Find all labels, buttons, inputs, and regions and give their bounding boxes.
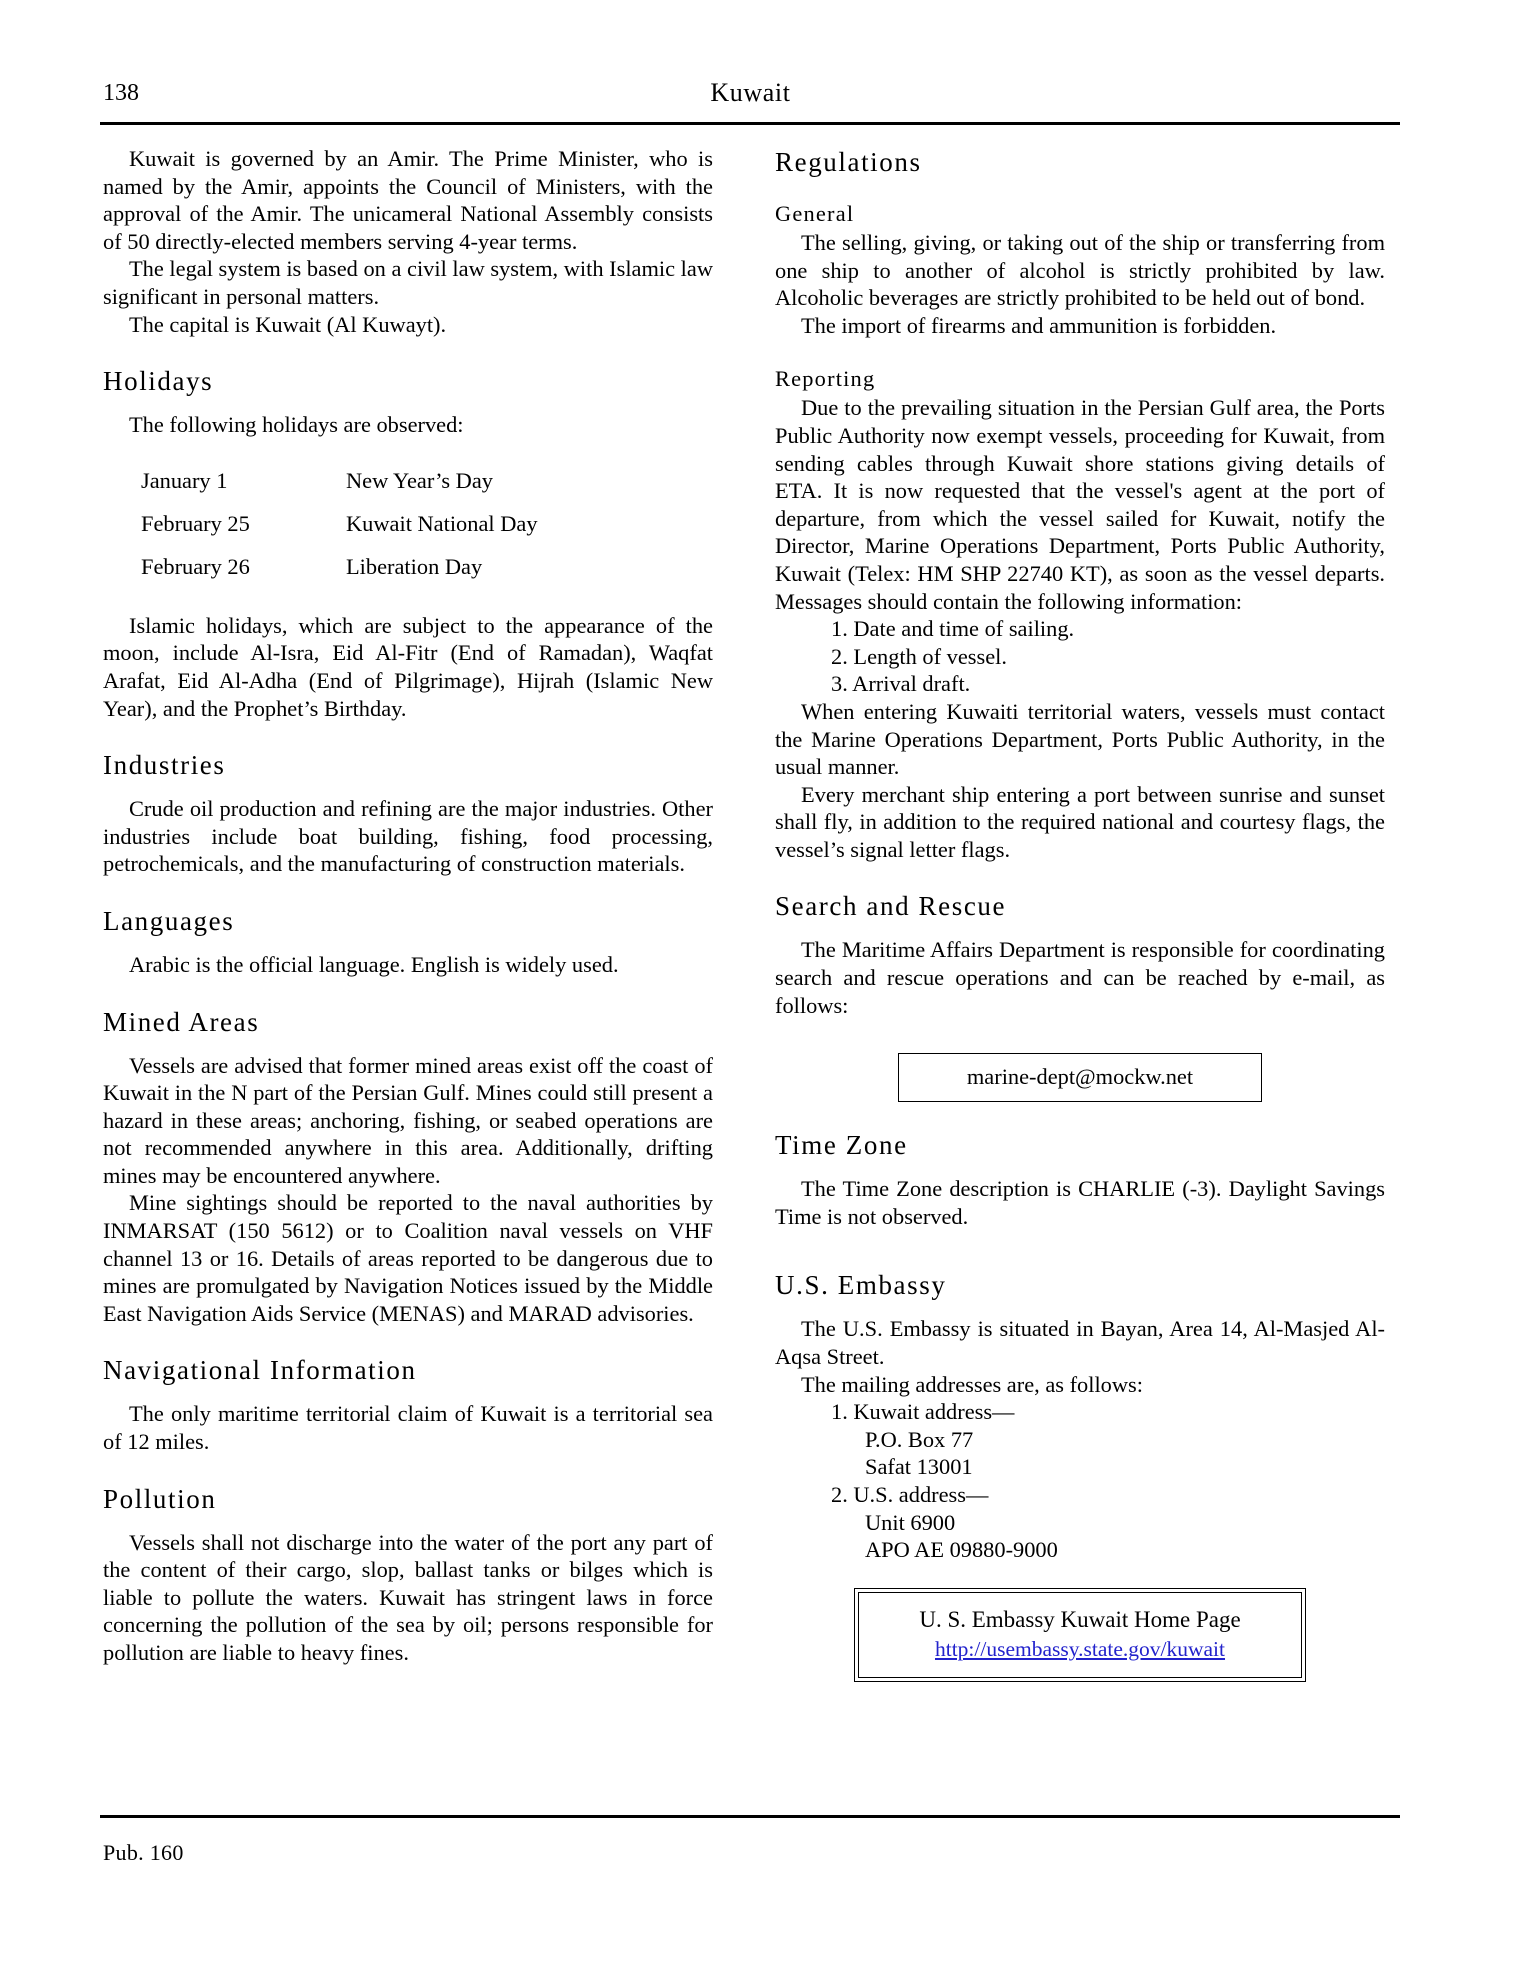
page-title: Kuwait — [710, 78, 791, 107]
embassy-address-list — [775, 1481, 1385, 1509]
paragraph-industries: Crude oil production and refining are the major industries. Other industries include boat building, fishing, food processing, petrochemicals, and the manufacturing of construction materials. — [103, 796, 713, 877]
publication-footer: Pub. 160 — [103, 1840, 184, 1865]
section-heading-search-and-rescue: Search and Rescue — [775, 891, 1007, 922]
holiday-name: New Year’s Day — [346, 467, 493, 493]
holiday-date: February 26 — [141, 553, 250, 579]
paragraph-mailing-addresses-intro: The mailing addresses are, as follows: — [801, 1371, 1143, 1397]
table-row — [103, 504, 713, 547]
email-address-box — [898, 1053, 1262, 1102]
paragraph-capital: The capital is Kuwait (Al Kuwayt). — [129, 311, 447, 337]
page-number: 138 — [103, 80, 139, 106]
paragraph-legal-system: The legal system is based on a civil law system, with Islamic law significant in personal matters. — [103, 256, 713, 309]
list-item: 2. U.S. address— — [831, 1482, 989, 1507]
paragraph-navigational-information: The only maritime territorial claim of Kuwait is a territorial sea of 12 miles. — [103, 1401, 713, 1455]
embassy-home-page-link[interactable]: http://usembassy.state.gov/kuwait — [934, 1636, 1226, 1661]
paragraph-territorial-waters-contact: When entering Kuwaiti territorial waters, vessels must contact the Marine Operations Department, Ports Public Authority, in the usual manner. — [775, 698, 1385, 780]
address-line: Unit 6900 — [865, 1509, 956, 1535]
spacer — [103, 590, 713, 612]
spacer — [775, 339, 1385, 352]
holidays-table — [103, 461, 713, 590]
paragraph-languages: Arabic is the official language. English is widely used. — [129, 951, 619, 977]
embassy-home-page-title: U. S. Embassy Kuwait Home Page — [919, 1606, 1241, 1632]
holiday-date: January 1 — [141, 467, 228, 493]
paragraph-reporting: Due to the prevailing situation in the Persian Gulf area, the Ports Public Authority now exempt vessels, proceeding for Kuwait, from sending cables through Kuwait shore stations giving details of ETA. It is now requested that the vessel's agent at the port of departure, from which the vessel sailed for Kuwait, notify the Director, Marine Operations Department, Ports Public Authority, Kuwait (Telex: HM SHP 22740 KT), as soon as the vessel departs. Messages should contain the following information: — [775, 395, 1385, 614]
holiday-name: Kuwait National Day — [346, 510, 538, 536]
section-heading-navigational-information: Navigational Information — [103, 1355, 417, 1386]
section-heading-regulations: Regulations — [775, 147, 922, 177]
left-column — [103, 145, 713, 1667]
paragraph-search-and-rescue: The Maritime Affairs Department is responsible for coordinating search and rescue operations and can be reached by e-mail, as follows: — [775, 937, 1385, 1018]
section-heading-languages: Languages — [103, 905, 235, 936]
paragraph-embassy-location: The U.S. Embassy is situated in Bayan, Area 14, Al-Masjed Al-Aqsa Street. — [775, 1316, 1385, 1370]
holiday-name: Liberation Day — [346, 553, 483, 579]
section-heading-holidays: Holidays — [103, 366, 214, 397]
paragraph-time-zone: The Time Zone description is CHARLIE (-3). Daylight Savings Time is not observed. — [775, 1176, 1385, 1229]
paragraph-government: Kuwait is governed by an Amir. The Prime Minister, who is named by the Amir, appoints the Council of Ministers, with the approval of the Amir. The unicameral National Assembly consists of 50 directly-elected members serving 4-year terms. — [103, 146, 713, 254]
right-column — [775, 145, 1385, 1678]
section-heading-us-embassy: U.S. Embassy — [775, 1270, 947, 1301]
marine-department-email: marine-dept@mockw.net — [966, 1064, 1194, 1090]
embassy-address-list — [775, 1398, 1385, 1426]
running-head — [103, 78, 1398, 114]
table-row — [103, 461, 713, 504]
header-rule — [100, 122, 1400, 125]
paragraph-mine-sightings: Mine sightings should be reported to the naval authorities by INMARSAT (150 5612) or to Coalition naval vessels on VHF channel 13 or 16. Details of areas reported to be dangerous due to mines are promulgated by Navigation Notices issued by the Middle East Navigation Aids Service (MENAS) and MARAD advisories. — [103, 1190, 713, 1326]
paragraph-islamic-holidays: Islamic holidays, which are subject to the appearance of the moon, include Al-Isra, Eid Al-Fitr (End of Ramadan), Waqfat Arafat, Eid Al-Adha (End of Pilgrimage), Hijrah (Islamic New Year), and the Prophet’s Birthday. — [103, 612, 713, 721]
embassy-home-page-box — [858, 1592, 1302, 1678]
reporting-message-contents-list — [775, 615, 1385, 698]
subsection-heading-reporting: Reporting — [775, 366, 876, 392]
paragraph-merchant-ship-flags: Every merchant ship entering a port between sunrise and sunset shall fly, in addition to the required national and courtesy flags, the vessel’s signal letter flags. — [775, 781, 1385, 862]
footer-rule — [100, 1815, 1400, 1818]
paragraph-mined-areas: Vessels are advised that former mined areas exist off the coast of Kuwait in the N part of the Persian Gulf. Mines could still present a hazard in these areas; anchoring, fishing, or seabed operations are not recommended anywhere in this area. Additionally, drifting mines may be encountered anywhere. — [103, 1052, 713, 1188]
address-line: APO AE 09880-9000 — [865, 1537, 1058, 1563]
subsection-heading-general: General — [775, 201, 855, 226]
list-item: 1. Date and time of sailing. — [831, 616, 1075, 642]
section-heading-industries: Industries — [103, 750, 226, 781]
paragraph-holidays-intro: The following holidays are observed: — [129, 412, 464, 438]
section-heading-time-zone: Time Zone — [775, 1130, 908, 1161]
holiday-date: February 25 — [141, 510, 250, 536]
address-line: P.O. Box 77 — [865, 1426, 974, 1452]
section-heading-pollution: Pollution — [103, 1483, 217, 1514]
paragraph-general-alcohol: The selling, giving, or taking out of the ship or transferring from one ship to another of alcohol is strictly prohibited by law. Alcoholic beverages are strictly prohibited to be held out of bond. — [775, 230, 1385, 311]
address-line: Safat 13001 — [865, 1454, 973, 1480]
section-heading-mined-areas: Mined Areas — [103, 1006, 260, 1037]
list-item: 1. Kuwait address— — [831, 1399, 1015, 1425]
table-row — [103, 547, 713, 590]
paragraph-pollution: Vessels shall not discharge into the water of the port any part of the content of their cargo, slop, ballast tanks or bilges which is liable to pollute the waters. Kuwait has stringent laws in force concerning the pollution of the sea by oil; persons responsible for pollution are liable to heavy fines. — [103, 1529, 713, 1665]
list-item: 3. Arrival draft. — [831, 671, 971, 697]
paragraph-general-firearms: The import of firearms and ammunition is forbidden. — [801, 312, 1277, 338]
list-item: 2. Length of vessel. — [831, 643, 1007, 669]
